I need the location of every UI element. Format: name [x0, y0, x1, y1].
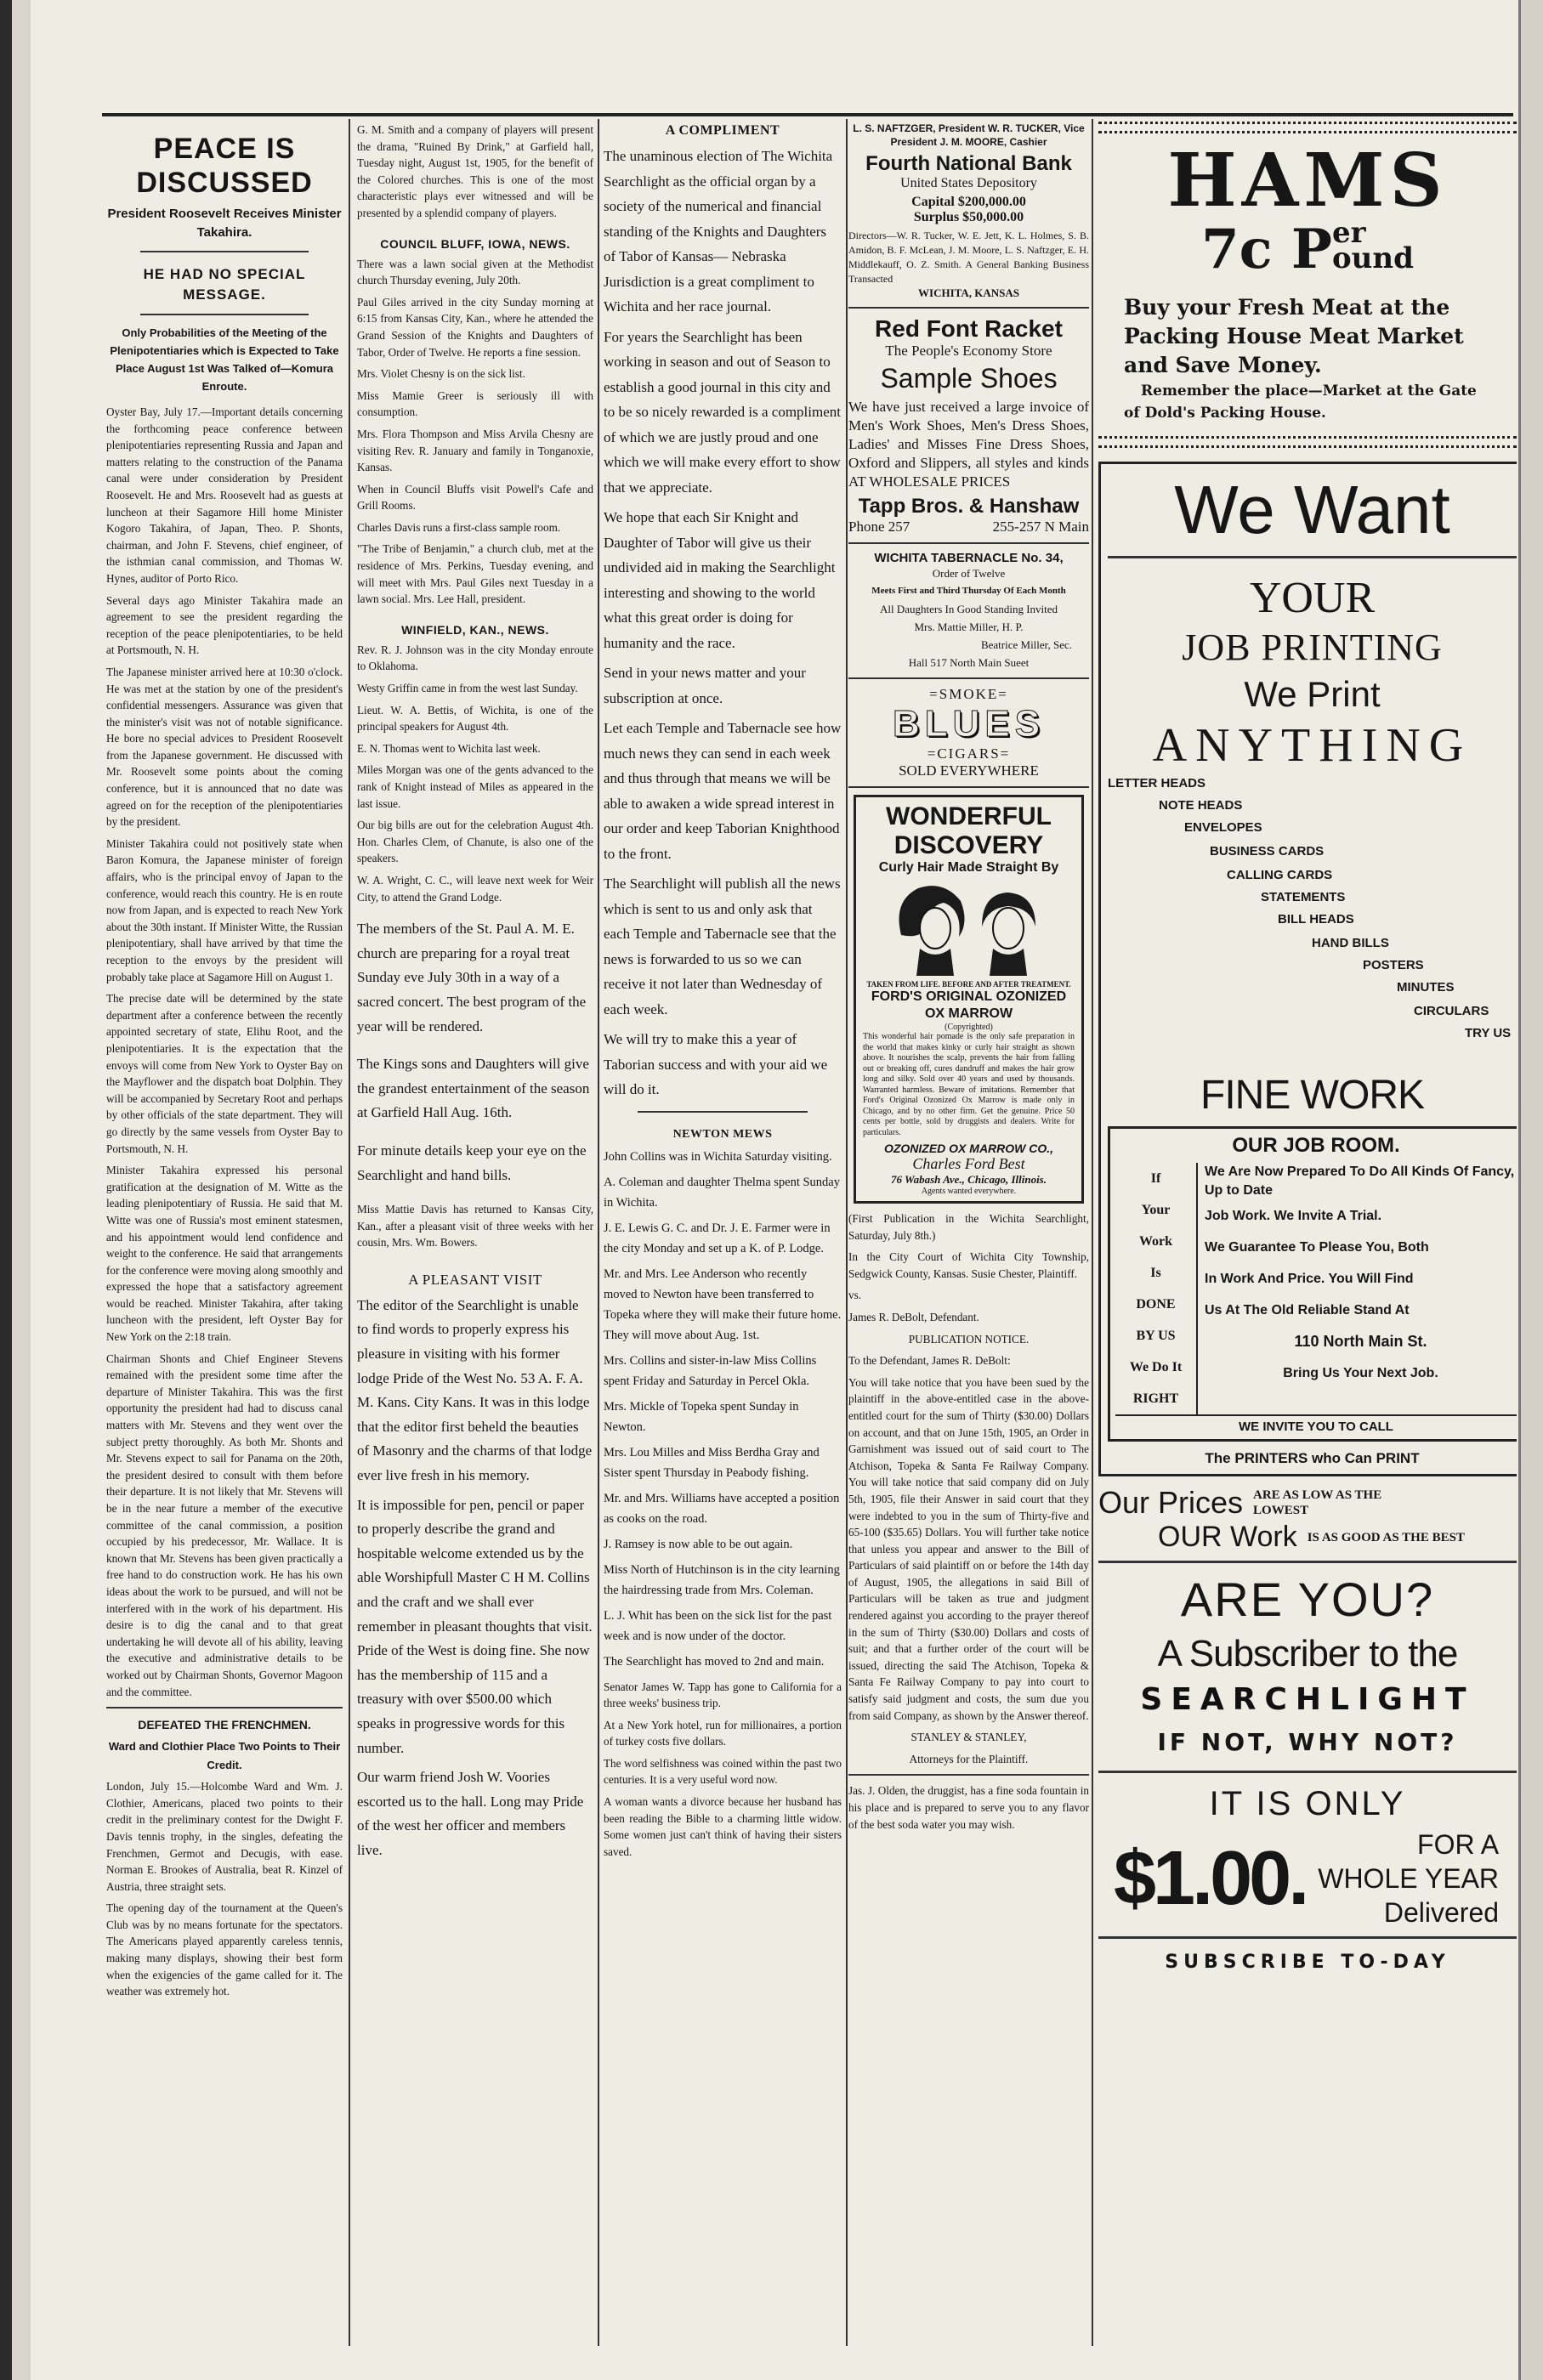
- page-margin-left: [12, 0, 31, 2380]
- price-7c: 7c P: [1201, 218, 1332, 281]
- bank-officers: L. S. NAFTZGER, President W. R. TUCKER, Vice President J. M. MOORE, Cashier: [853, 122, 1085, 148]
- list-item: STATEMENTS: [1261, 890, 1346, 904]
- heading-winfield: WINFIELD, KAN., NEWS.: [401, 622, 549, 637]
- right-line: We Are Now Prepared To Do All Kinds Of Fancy, Up to Date: [1205, 1164, 1515, 1198]
- paragraph: Minister Takahira could not positively state when Baron Komura, the Japanese minister of foreign affairs, who is the principal envoy of Japan to the conference, would reach this country. He is en route now from Japan, and is expected to reach New York about the 30th instant. If Minister Witte, the Russian plenipotentiary, shall have arrived by that time the reception to the envoys by the president will probably take place at Sagamore Hill on August 1.: [106, 836, 343, 983]
- divider: [848, 307, 1089, 309]
- list-item: MINUTES: [1397, 980, 1455, 994]
- before-after-caption: TAKEN FROM LIFE. BEFORE AND AFTER TREATMENT.: [866, 980, 1071, 989]
- sold-everywhere: SOLD EVERYWHERE: [899, 762, 1039, 779]
- right-line: In Work And Price. You Will Find: [1205, 1272, 1414, 1286]
- our-prices: [1098, 1485, 1517, 1521]
- news-item: Miles Morgan was one of the gents advanced to the rank of Knight instead of Miles as appeared in the last issue.: [357, 763, 593, 810]
- racket-body: We have just received a large invoice of Men's Work Shoes, Men's Dress Shoes, Ladies' and Misses Fine Dress Shoes, Oxford and Slippers, all styles and kinds AT WHOLESALE PRICES: [848, 399, 1089, 490]
- list-item: LETTER HEADS: [1108, 776, 1206, 790]
- paragraph: The unaminous election of The Wichita Searchlight as the official organ by a society of the numerical and financial standing of the Knights and Daughters of Tabor of Kansas— Nebraska Jurisdiction is a great compliment to Wichita and her race journal.: [604, 148, 833, 314]
- drama-notice: [357, 122, 593, 222]
- tabernacle-line: Meets First and Third Thursday Of Each Month: [871, 586, 1066, 596]
- headline-peace: PEACE IS DISCUSSED: [136, 133, 313, 199]
- news-item: L. J. Whit has been on the sick list for the past week and is now under of the doctor.: [604, 1608, 832, 1643]
- blues-logo: BLUES: [892, 703, 1046, 745]
- divider: [848, 542, 1089, 544]
- left-word: Work: [1138, 1234, 1173, 1249]
- news-item: Mr. and Mrs. Williams have accepted a position as cooks on the road.: [604, 1491, 840, 1526]
- left-word: DONE: [1136, 1297, 1176, 1312]
- paragraph: For years the Searchlight has been working in season and out of Season to establish a good journal in this city and to be so nicely rewarded is a compliment of which we are justly proud and one which we will make every effort to show that we appreciate.: [604, 328, 841, 496]
- legal-line: In the City Court of Wichita City Township, Sedgwick County, Kansas. Susie Chester, Plaintiff.: [848, 1250, 1089, 1280]
- deck-no-message: HE HAD NO SPECIAL MESSAGE.: [143, 266, 306, 303]
- right-line: Job Work. We Invite A Trial.: [1205, 1209, 1382, 1223]
- our-job-room: OUR JOB ROOM.: [1232, 1134, 1400, 1157]
- tabernacle-line: Beatrice Miller, Sec.: [980, 638, 1072, 651]
- paragraph: Let each Temple and Tabernacle see how much news they can send in each week and thus through that means we will be able to awaken a wide spread interest in our order and keep Taborian Knighthood to the front.: [604, 720, 842, 862]
- olden-notice: Jas. J. Olden, the druggist, has a fine soda fountain in his place and is prepared to serve you to any flavor of the best soda water you may wish.: [848, 1784, 1089, 1831]
- curly-hair: Curly Hair Made Straight By: [878, 860, 1059, 875]
- job-room-right: [1196, 1163, 1517, 1414]
- hams-copy: [1098, 293, 1517, 424]
- hams-headline: HAMS: [1167, 138, 1448, 224]
- portrait-after: [982, 892, 1035, 976]
- job-printing-ad: [1098, 462, 1517, 1476]
- news-item: Rev. R. J. Johnson was in the city Monday enroute to Oklahoma.: [357, 643, 593, 673]
- agents-wanted: Agents wanted everywhere.: [921, 1187, 1017, 1196]
- news-item: Miss Mamie Greer is seriously ill with consumption.: [357, 388, 593, 419]
- left-word: We Do It: [1129, 1360, 1183, 1374]
- bank-directors: Directors—W. R. Tucker, W. E. Jett, K. L. Holmes, S. B. Amidon, B. F. McLean, J. M. Moore, L. S. Naftzger, E. H. Middlekauff, O. Z. Smith. A General Banking Business Transacted: [848, 230, 1089, 285]
- news-item: Mrs. Violet Chesny is on the sick list.: [357, 367, 525, 381]
- hams-line: Packing House Meat Market: [1124, 324, 1464, 348]
- racket-title: Red Font Racket: [875, 315, 1063, 342]
- work-label: OUR Work: [1158, 1521, 1297, 1553]
- davis-notice: [357, 1201, 593, 1251]
- headline-frenchmen: DEFEATED THE FRENCHMEN.: [138, 1718, 311, 1732]
- news-item: Miss North of Hutchinson is in the city learning the hairdressing trade from Mrs. Coleman.: [604, 1562, 840, 1597]
- paragraph: The editor of the Searchlight is unable to find words to properly express his pleasure in visiting with his former lodge Pride of the West No. 53 A. F. A. M. Kans. City Kans. It was in this lodge that the editor first beheld the beauties of Masonry and the charms of that lodge ever live fresh in his memory.: [357, 1296, 593, 1484]
- your: YOUR: [1249, 574, 1376, 622]
- notice: The Kings sons and Daughters will give the grandest entertainment of the season at Garfield Hall Aug. 16th.: [357, 1056, 590, 1121]
- copyrighted: (Copyrighted): [945, 1023, 993, 1032]
- divider: [848, 786, 1089, 788]
- news-item: Mrs. Collins and sister-in-law Miss Collins spent Friday and Saturday in Percel Okla.: [604, 1353, 817, 1388]
- column-rule-3: [846, 119, 848, 2346]
- before-after-portraits: [884, 876, 1054, 976]
- prices-tag: ARE AS LOW AS THE LOWEST: [1253, 1488, 1382, 1517]
- column-local-news: [357, 122, 593, 1868]
- winfield-news: [357, 642, 593, 905]
- searchlight-name: SEARCHLIGHT: [1140, 1682, 1475, 1717]
- racket-address: 255-257 N Main: [992, 518, 1089, 535]
- work-tag: IS AS GOOD AS THE BEST: [1307, 1530, 1465, 1544]
- per: er: [1332, 216, 1366, 250]
- notice: Miss Mattie Davis has returned to Kansas City, Kan., after a pleasant visit of three weeks with her cousin, Mrs. Wm. Bowers.: [357, 1203, 593, 1250]
- left-word: Is: [1150, 1266, 1161, 1280]
- we-want: We Want: [1174, 472, 1450, 547]
- compliment-story: [604, 144, 842, 1102]
- column-rule-2: [598, 119, 599, 2346]
- column-rule-1: [349, 119, 350, 2346]
- divider: [1098, 1561, 1517, 1563]
- hams-line: of Dold's Packing House.: [1124, 405, 1326, 422]
- divider: [638, 1111, 808, 1113]
- fords-original: FORD'S ORIGINAL OZONIZED OX MARROW: [871, 989, 1067, 1021]
- news-item: J. E. Lewis G. C. and Dr. J. E. Farmer were in the city Monday and set up a K. of P. Lodge.: [604, 1221, 831, 1255]
- list-item: ENVELOPES: [1184, 820, 1262, 835]
- it-is-only: IT IS ONLY: [1209, 1785, 1406, 1822]
- subscribe-today: SUBSCRIBE TO-DAY: [1165, 1952, 1450, 1973]
- paragraph: Oyster Bay, July 17.—Important details concerning the forthcoming peace conference between plenipotentiaries representing Russia and Japan and matters relating to the construction of the Panama canal were under consideration by President Roosevelt. He and Mrs. Roosevelt had as guests at luncheon at their Sagamore Hill home Minister Kogoro Takahira, of Japan, Theo. P. Shonts, chairman, and John F. Stevens, chief engineer, of the isthmian canal commission, and Thomas W. Hynes, auditor of Porto Rico.: [106, 405, 343, 585]
- racket-contact: [848, 518, 1089, 536]
- one-dollar: $1.00.: [1114, 1836, 1307, 1921]
- column-display-ads: [1098, 122, 1517, 1980]
- racket-phone: Phone 257: [848, 518, 910, 535]
- subscriber: A Subscriber to the: [1157, 1633, 1458, 1674]
- heading-compliment: A COMPLIMENT: [665, 123, 780, 138]
- left-word: BY US: [1136, 1329, 1176, 1343]
- misc-items: [604, 1679, 842, 1861]
- hams-price: [1098, 216, 1517, 293]
- right-line: We Guarantee To Please You, Both: [1205, 1240, 1429, 1255]
- if-not: IF NOT, WHY NOT?: [1157, 1728, 1458, 1756]
- news-item: At a New York hotel, run for millionaires, a portion of turkey costs five dollars.: [604, 1718, 842, 1748]
- legal-line: (First Publication in the Wichita Searchlight, Saturday, July 8th.): [848, 1212, 1089, 1242]
- racket-firm: Tapp Bros. & Hanshaw: [858, 495, 1080, 518]
- for-a: FOR A: [1417, 1829, 1500, 1860]
- price-terms: [1318, 1828, 1499, 1930]
- list-item: CIRCULARS: [1414, 1004, 1489, 1018]
- news-item: Charles Davis runs a first-class sample room.: [357, 520, 561, 534]
- news-item: The word selfishness was coined within the past two centuries. It is a very useful word now.: [604, 1756, 842, 1787]
- anything: ANYTHING: [1152, 719, 1472, 772]
- pleasant-visit-story: [357, 1294, 593, 1863]
- printers-line: The PRINTERS who Can PRINT: [1205, 1450, 1420, 1466]
- legal-line: You will take notice that you have been sued by the plaintiff in the above-entitled case in the above-entitled court for the sum of Thirty ($30.00) Dollars on account, and that on June 15th, 1905, an Order in Garnishment was issued out of said court to The Atchison, Topeka & Santa Fe Railway Company. You will take notice that said company did on July 5th, 1905, file their Answer in said court that they were indebted to you in the sum of Thirty-five and 65-100 ($35.65) Dollars. You will further take notice that unless you appear and answer to the Bill of Particulars of said plaintiff on or before the 14th day of August, 1905, the allegations in said Bill of Particulars will be taken as true and judgment rendered against you according to the prayer thereof in the sum of Thirty ($30.00) Dollars and costs of suit; and that a further order of the court will be issued, directing the said The Atchison, Topeka & Santa Fe Railway Company to pay into court to satisfy said judgment and costs, the sum due you from said Company, as shown by the Answer thereof.: [848, 1375, 1089, 1722]
- right-line: Bring Us Your Next Job.: [1283, 1366, 1438, 1380]
- legal-line: vs.: [848, 1289, 862, 1302]
- hams-line: Remember the place—Market at the Gate: [1141, 382, 1477, 400]
- tabernacle-line: All Daughters In Good Standing Invited: [879, 603, 1058, 615]
- legal-line: STANLEY & STANLEY,: [910, 1731, 1027, 1744]
- heading-newton: NEWTON MEWS: [672, 1127, 773, 1141]
- publication-notice: [848, 1210, 1089, 1767]
- we-print: We Print: [1244, 674, 1381, 714]
- paragraph: The precise date will be determined by the state department after a conference between the recently appointed secretary of state, Elihu Root, and the plenipotentiaries. It is the expectation that the envoys will come from New York to Oyster Bay on the Mayflower and the dispatch boat Dolphin. They will be accompanied by Secretary Root and perhaps by other officials of the state department. They will go directly by the same vessels from Oyster Bay to Portsmouth, N. H.: [106, 992, 343, 1155]
- newton-news: [604, 1147, 842, 1672]
- prices-label: Our Prices: [1098, 1485, 1244, 1520]
- invite-line: WE INVITE YOU TO CALL: [1115, 1414, 1517, 1434]
- heading-council-bluff: COUNCIL BLUFF, IOWA, NEWS.: [380, 236, 570, 251]
- column-ads: [848, 122, 1089, 1833]
- paragraph: London, July 15.—Holcombe Ward and Wm. J. Clothier, Americans, placed two points to their credit in the preliminary contest for the Dwight F. Davis tennis trophy, in the singles, defeating the Frenchmen, Germot and Decugis, with ease. Norman E. Brookes of Australia, beat R. Kinzel of Austria, three straight sets.: [106, 1780, 343, 1893]
- paragraph: G. M. Smith and a company of players will present the drama, "Ruined By Drink," at Garfield hall, Tuesday night, August 1st, 1905, for the benefit of the Colored churches. This is one of the most characteristic plays ever witnessed and will be presented by a splendid company of players.: [357, 123, 593, 219]
- dotted-border: [1098, 122, 1517, 133]
- legal-line: James R. DeBolt, Defendant.: [848, 1310, 979, 1323]
- ox-marrow-company: OZONIZED OX MARROW CO.,: [883, 1142, 1054, 1155]
- legal-line: PUBLICATION NOTICE.: [908, 1332, 1030, 1346]
- news-item: There was a lawn social given at the Methodist church Thursday evening, July 20th.: [357, 257, 593, 287]
- bank-capital: Capital $200,000.00: [911, 195, 1026, 209]
- bank-city: WICHITA, KANSAS: [918, 286, 1019, 299]
- deck-probabilities: Only Probabilities of the Meeting of the Plenipotentiaries which is Expected to Take Place August 1st Was Talked of—Komura Enroute.: [110, 326, 339, 393]
- divider: [848, 1774, 1089, 1776]
- council-bluff-news: [357, 256, 593, 608]
- list-item: BUSINESS CARDS: [1210, 844, 1325, 858]
- bank-surplus: Surplus $50,000.00: [913, 210, 1024, 224]
- column-compliment: [604, 122, 842, 1865]
- dotted-border: [1098, 436, 1517, 448]
- divider: [1098, 1771, 1517, 1773]
- smoke-label: =SMOKE=: [929, 686, 1008, 702]
- paragraph: We will try to make this a year of Taborian success and with your aid we will do it.: [604, 1031, 828, 1097]
- page-edge-left: [0, 0, 12, 2380]
- news-item: A woman wants a divorce because her husband has been reading the Bible to a charming little widow. Some women just can't think of having their sisters saved.: [604, 1795, 842, 1858]
- notice: For minute details keep your eye on the Searchlight and hand bills.: [357, 1142, 587, 1183]
- divider: [1108, 556, 1517, 558]
- list-item: NOTE HEADS: [1159, 798, 1243, 813]
- page-edge-right: [1518, 0, 1543, 2380]
- legal-line: To the Defendant, James R. DeBolt:: [848, 1354, 1011, 1368]
- divider: [140, 251, 309, 252]
- hams-line: and Save Money.: [1124, 353, 1322, 377]
- list-item: BILL HEADS: [1278, 912, 1354, 926]
- column-peace: [106, 122, 343, 2005]
- cigars-label: =CIGARS=: [927, 745, 1011, 762]
- paragraph: Our warm friend Josh W. Voories escorted us to the hall. Long may Pride of the west her officer and members live.: [357, 1769, 584, 1858]
- news-item: When in Council Bluffs visit Powell's Cafe and Grill Rooms.: [357, 482, 593, 513]
- divider: [1098, 1936, 1517, 1939]
- news-item: A. Coleman and daughter Thelma spent Sunday in Wichita.: [604, 1175, 840, 1210]
- ox-marrow-body: This wonderful hair pomade is the only safe preparation in the world that makes kinky or curly hair straight as shown above. It nourishes the scalp, prevents the hair from falling out or breaking off, cures dandruff and makes the hair grow long and silky. Sold over 40 years and used by thousands. Warranted harmless. Beware of imitations. Remember that Ford's Original Ozonized Ox Marrow is made only in Chicago, and by no other firm. Get the genuine. Price 50 cents per bottle, sold by druggists and dealers. Write for particulars.: [863, 1032, 1075, 1137]
- deck-ward: Ward and Clothier Place Two Points to Their Credit.: [108, 1740, 341, 1772]
- paragraph: Chairman Shonts and Chief Engineer Stevens remained with the president some time after the departure of Minister Takahira. This was the first opportunity the president had had to discuss canal matters with Mr. Stevens and they went over the subject pretty thoroughly. As both Mr. Shonts and Mr. Stevens expect to sail for Panama on the 20th, the president desired to consult with them before their departure. It is not likely that Mr. Stevens will be in the near future a member of the executive committee of the canal commission, a position occupied by his predecessor, Mr. Wallace. It is known that Mr. Stevens has been given practically a free hand to do construction work. He has his own ideas about the work to be pursued, and will not be interfered with in the work of his department. His desire is to dig the canal and to that great undertaking he will devote all of his ability, leaving the executive and administrative details to be worked out by Chairman Shonts, Governor Magoon and the committee.: [106, 1352, 343, 1698]
- racket-sub: The People's Economy Store: [885, 343, 1052, 359]
- paragraph: Minister Takahira expressed his personal gratification at the designation of M. Witte as the leading plenipotentiary of Russia. He said that M. Witte was one of Russia's most eminent statesmen, and his appointment would lend confidence and weight to the conference. He said that arrangements for the conference were moving along smoothly and expressed the hope that a satisfactory agreement would be reached. Minister Takahira, after taking luncheon with the president, left Oyster Bay for New York on the 2:18 train.: [106, 1164, 343, 1344]
- paragraph: It is impossible for pen, pencil or paper to properly describe the grand and hospitable welcome extended us by the able Worshipfull Master C H M. Collins and the craft and we shall ever remember in pleasant thoughts that visit. Pride of the West is doing fine. She now has the membership of 115 and a treasury with over $500.00 which speaks in progressive words for this number.: [357, 1496, 593, 1756]
- tennis-story: [106, 1778, 343, 2000]
- portrait-before: [899, 886, 964, 976]
- fine-work: FINE WORK: [1200, 1073, 1424, 1118]
- paragraph: Send in your news matter and your subscription at once.: [604, 665, 806, 706]
- racket-head: Sample Shoes: [880, 363, 1058, 394]
- try-us: TRY US: [1465, 1026, 1512, 1040]
- hams-line: Buy your Fresh Meat at the: [1124, 295, 1450, 320]
- peace-story: [106, 404, 343, 1700]
- left-word: RIGHT: [1132, 1391, 1179, 1406]
- bank-name: Fourth National Bank: [865, 152, 1072, 175]
- news-item: Mr. and Mrs. Lee Anderson who recently moved to Newton have been transferred to Topeka where they will make their future home. They will move about Aug. 1st.: [604, 1266, 842, 1342]
- right-line: 110 North Main St.: [1294, 1333, 1427, 1350]
- paragraph: The Searchlight will publish all the news which is sent to us and only ask that each Temple and Tabernacle see that the news is forwarded to us so we can receive it not later than Wednesday of each week.: [604, 876, 841, 1017]
- our-work: [1098, 1521, 1517, 1554]
- news-item: "The Tribe of Benjamin," a church club, met at the residence of Mrs. Perkins, Tuesday evening, and will meet with Mrs. Paul Giles next Tuesday in a lawn social. Mrs. Lee Hall, president.: [357, 542, 593, 606]
- job-room-box: [1108, 1126, 1517, 1442]
- news-item: Mrs. Lou Milles and Miss Berdha Gray and Sister spent Thursday in Peabody fishing.: [604, 1445, 820, 1480]
- paragraph: We hope that each Sir Knight and Daughter of Tabor will give us their undivided aid in making the Searchlight interesting and showing to the world what this great order is doing for humanity and the race.: [604, 509, 836, 651]
- left-word: If: [1150, 1171, 1161, 1186]
- printing-list: [1108, 773, 1517, 1053]
- tabernacle-line: Order of Twelve: [932, 567, 1006, 580]
- ox-marrow-address: 76 Wabash Ave., Chicago, Illinois.: [891, 1173, 1047, 1186]
- news-item: Our big bills are out for the celebration August 4th. Hon. Charles Clem, of Chanute, is also one of the speakers.: [357, 819, 593, 865]
- list-item: HAND BILLS: [1312, 936, 1389, 950]
- news-item: E. N. Thomas went to Wichita last week.: [357, 741, 541, 755]
- job-room-body: [1115, 1163, 1517, 1414]
- whole-year: WHOLE YEAR: [1318, 1863, 1500, 1894]
- legal-line: Attorneys for the Plaintiff.: [909, 1752, 1029, 1765]
- paragraph: Several days ago Minister Takahira made an agreement to see the president regarding the reception of the peace plenipotentiaries, to be held at Portsmouth, N. H.: [106, 593, 343, 657]
- notice: The members of the St. Paul A. M. E. church are preparing for a royal treat Sunday eve July 30th in a way of a sacred concert. The best program of the year will be rendered.: [357, 921, 587, 1034]
- tabernacle-lines: [848, 565, 1089, 671]
- bank-depository: United States Depository: [900, 176, 1037, 190]
- job-printing: JOB PRINTING: [1182, 626, 1443, 668]
- tabernacle-line: Hall 517 North Main Sueet: [908, 656, 1030, 669]
- paragraph: The Japanese minister arrived here at 10:30 o'clock. He was met at the station by one of the president's confidential messengers. Assurance was given that the minister's visit was not of notable significance. He bore no special advices to President Roosevelt from the Japanese government. He discussed with Mr. Roosevelt some points about the coming conference, but it is announced that no date was agreed on for the reception of the plenipotentiaries by the president.: [106, 665, 343, 829]
- paragraph: The opening day of the tournament at the Queen's Club was by no means fortunate for the spectators. The Americans played apparently careless tennis, making many displays, showing their best form when the exigencies of the game called for it. The weather was extremely hot.: [106, 1901, 343, 1998]
- top-rule: [102, 113, 1513, 116]
- divider: [848, 677, 1089, 679]
- are-you: ARE YOU?: [1180, 1572, 1435, 1626]
- discovery: DISCOVERY: [893, 831, 1044, 859]
- ox-marrow-ad: [854, 795, 1084, 1204]
- news-item: W. A. Wright, C. C., will leave next week for Weir City, to attend the Grand Lodge.: [357, 873, 593, 904]
- church-notices: [357, 917, 593, 1187]
- news-item: Senator James W. Tapp has gone to California for a three weeks' business trip.: [604, 1680, 842, 1710]
- news-item: Mrs. Mickle of Topeka spent Sunday in Newton.: [604, 1399, 799, 1434]
- left-word: Your: [1141, 1203, 1171, 1217]
- news-item: J. Ramsey is now able to be out again.: [604, 1537, 793, 1551]
- per-pound: [1332, 216, 1414, 275]
- tabernacle-title: WICHITA TABERNACLE No. 34,: [874, 551, 1064, 565]
- heading-pleasant-visit: A PLEASANT VISIT: [408, 1271, 542, 1288]
- news-item: Paul Giles arrived in the city Sunday morning at 6:15 from Kansas City, Kan., where he attended the Grand Session of the Knights and Daughters of Tabor, Order of Twelve. He reports a fine session.: [357, 295, 593, 359]
- price-block: [1098, 1828, 1517, 1930]
- divider: [140, 314, 309, 315]
- news-item: John Collins was in Wichita Saturday visiting.: [604, 1149, 832, 1164]
- deck-roosevelt: President Roosevelt Receives Minister Takahira.: [107, 207, 342, 240]
- list-item: POSTERS: [1363, 958, 1424, 972]
- signature: Charles Ford Best: [912, 1155, 1025, 1172]
- tabernacle-line: Mrs. Mattie Miller, H. P.: [914, 620, 1024, 633]
- job-room-left: [1115, 1163, 1196, 1414]
- divider: [106, 1707, 343, 1708]
- right-line: Us At The Old Reliable Stand At: [1205, 1303, 1410, 1318]
- delivered: Delivered: [1383, 1897, 1500, 1928]
- news-item: Westy Griffin came in from the west last Sunday.: [357, 682, 578, 695]
- column-rule-4: [1092, 119, 1093, 2346]
- wonderful: WONDERFUL: [886, 802, 1052, 830]
- news-item: Lieut. W. A. Bettis, of Wichita, is one of the principal speakers for August 4th.: [357, 703, 593, 734]
- pound: ound: [1332, 241, 1414, 275]
- news-item: Mrs. Flora Thompson and Miss Arvila Chesny are visiting Rev. R. January and family in Tonganoxie, Kansas.: [357, 427, 593, 474]
- list-item: CALLING CARDS: [1227, 868, 1333, 882]
- news-item: The Searchlight has moved to 2nd and main.: [604, 1654, 825, 1669]
